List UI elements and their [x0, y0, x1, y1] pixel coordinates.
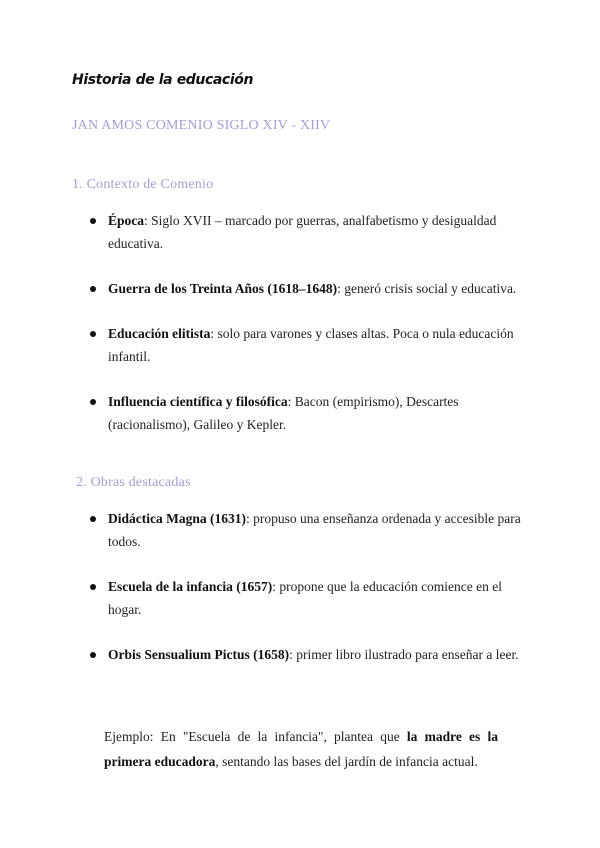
- section-heading-context: 1. Contexto de Comenio: [72, 177, 214, 192]
- context-list: [88, 209, 528, 436]
- item-term: Didáctica Magna (1631): [108, 511, 246, 526]
- bullet-icon: [90, 218, 96, 224]
- list-item: [88, 575, 528, 621]
- bullet-icon: [90, 286, 96, 292]
- item-term: Orbis Sensualium Pictus (1658): [108, 647, 290, 662]
- list-item: [88, 643, 528, 666]
- example-paragraph: [104, 724, 498, 774]
- bullet-icon: [90, 584, 96, 590]
- list-item: [88, 322, 528, 368]
- item-term: Influencia científica y filosófica: [108, 394, 288, 409]
- item-term: Educación elitista: [108, 326, 211, 341]
- bullet-icon: [90, 331, 96, 337]
- example-bold: la madre es la primera educadora: [104, 729, 498, 769]
- example-prefix: Ejemplo: En "Escuela de la infancia", plantea que: [104, 729, 407, 744]
- item-text: : generó crisis social y educativa.: [337, 281, 517, 296]
- item-term: Época: [108, 213, 145, 228]
- item-text: : propone que la educación comience en el hogar.: [108, 579, 503, 617]
- bullet-icon: [90, 652, 96, 658]
- list-item: [88, 390, 528, 436]
- item-text: : Bacon (empirismo), Descartes (racionalismo), Galileo y Kepler.: [108, 394, 459, 432]
- item-text: : primer libro ilustrado para enseñar a leer.: [289, 647, 519, 662]
- item-text: : Siglo XVII – marcado por guerras, analfabetismo y desigualdad educativa.: [108, 213, 497, 251]
- bullet-icon: [90, 516, 96, 522]
- section-heading-works: 2. Obras destacadas: [76, 475, 191, 490]
- works-list: [88, 507, 528, 666]
- bullet-icon: [90, 399, 96, 405]
- document-title: Historia de la educación: [72, 72, 254, 88]
- list-item: [88, 507, 528, 553]
- example-suffix: , sentando las bases del jardín de infancia actual.: [215, 754, 478, 769]
- item-term: Escuela de la infancia (1657): [108, 579, 273, 594]
- item-text: : propuso una enseñanza ordenada y accesible para todos.: [108, 511, 521, 549]
- list-item: [88, 209, 528, 255]
- item-term: Guerra de los Treinta Años (1618–1648): [108, 281, 338, 296]
- list-item: [88, 277, 528, 300]
- item-text: : solo para varones y clases altas. Poca o nula educación infantil.: [108, 326, 514, 364]
- main-heading: JAN AMOS COMENIO SIGLO XIV - XIIV: [72, 118, 331, 133]
